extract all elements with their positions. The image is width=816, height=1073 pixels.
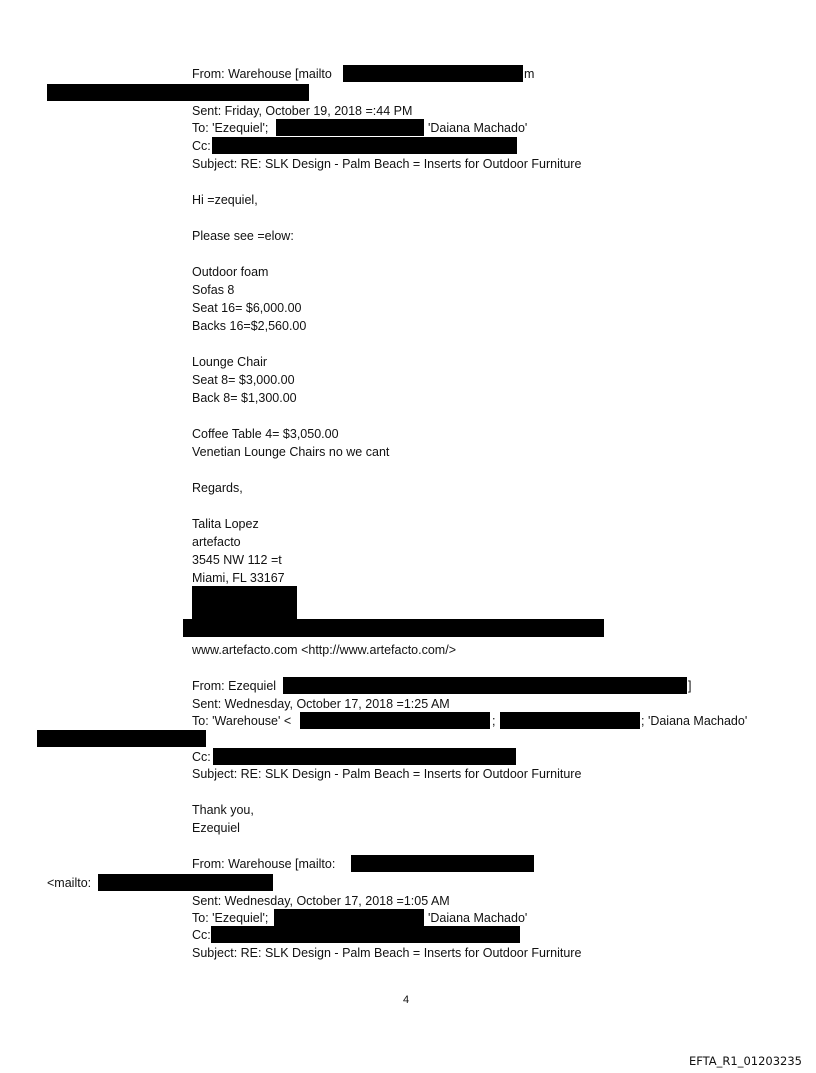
signature-website: www.artefacto.com <http://www.artefacto.com/> [192,643,456,657]
redaction-block [98,874,273,891]
redaction-block [211,926,520,943]
email1-sent: Sent: Friday, October 19, 2018 =:44 PM [192,104,413,118]
email3-from: From: Warehouse [mailto: [192,857,336,871]
signature-name: Talita Lopez [192,517,259,531]
email1-from-tail: m [524,67,535,81]
redaction-block [183,619,604,637]
email2-to-mid: ; [492,714,496,728]
email3-to-suffix: 'Daiana Machado' [428,911,528,925]
email1-intro: Please see =elow: [192,229,294,243]
page-number: 4 [403,994,410,1006]
email1-to-prefix: To: 'Ezequiel'; [192,121,269,135]
email3-cc: Cc: [192,928,211,942]
document-id: EFTA_R1_01203235 [688,1054,802,1068]
redaction-block [192,603,297,620]
email3-subject: Subject: RE: SLK Design - Palm Beach = Inserts for Outdoor Furniture [192,946,582,960]
email1-to-suffix: 'Daiana Machado' [428,121,528,135]
body-line: Backs 16=$2,560.00 [192,319,307,333]
redaction-block [192,586,297,603]
redaction-block [274,909,424,926]
email2-from-tail: ] [688,679,692,693]
redaction-block [283,677,687,694]
body-line: Back 8= $1,300.00 [192,391,297,405]
redaction-block [213,748,516,765]
body-line: Venetian Lounge Chairs no we cant [192,445,390,459]
signature-city: Miami, FL 33167 [192,571,285,585]
signature-address: 3545 NW 112 =t [192,553,282,567]
email2-to-prefix: To: 'Warehouse' < [192,714,292,728]
email1-from: From: Warehouse [mailto [192,67,332,81]
email2-body-line: Thank you, [192,803,254,817]
body-line: Seat 16= $6,000.00 [192,301,302,315]
email2-sent: Sent: Wednesday, October 17, 2018 =1:25 AM [192,697,450,711]
redaction-block [37,730,206,747]
redaction-block [343,65,523,82]
email3-sent: Sent: Wednesday, October 17, 2018 =1:05 AM [192,894,450,908]
email3-mailto-prefix: <mailto: [47,876,92,890]
redaction-block [500,712,640,729]
email2-to-suffix: ; 'Daiana Machado' [641,714,748,728]
email1-subject: Subject: RE: SLK Design - Palm Beach = Inserts for Outdoor Furniture [192,157,582,171]
redaction-block [276,119,424,136]
body-line: Seat 8= $3,000.00 [192,373,295,387]
redaction-block [300,712,490,729]
redaction-block [351,855,534,872]
email2-from: From: Ezequiel [192,679,277,693]
email2-body-line: Ezequiel [192,821,240,835]
email1-cc: Cc: [192,139,211,153]
signature-company: artefacto [192,535,241,549]
email3-to-prefix: To: 'Ezequiel'; [192,911,269,925]
body-line: Coffee Table 4= $3,050.00 [192,427,339,441]
redaction-block [212,137,517,154]
body-line: Outdoor foam [192,265,269,279]
body-line: Sofas 8 [192,283,235,297]
body-line: Lounge Chair [192,355,268,369]
email1-greeting: Hi =zequiel, [192,193,258,207]
email1-closing: Regards, [192,481,243,495]
redaction-block [47,84,309,101]
email2-subject: Subject: RE: SLK Design - Palm Beach = Inserts for Outdoor Furniture [192,767,582,781]
email2-cc: Cc: [192,750,211,764]
